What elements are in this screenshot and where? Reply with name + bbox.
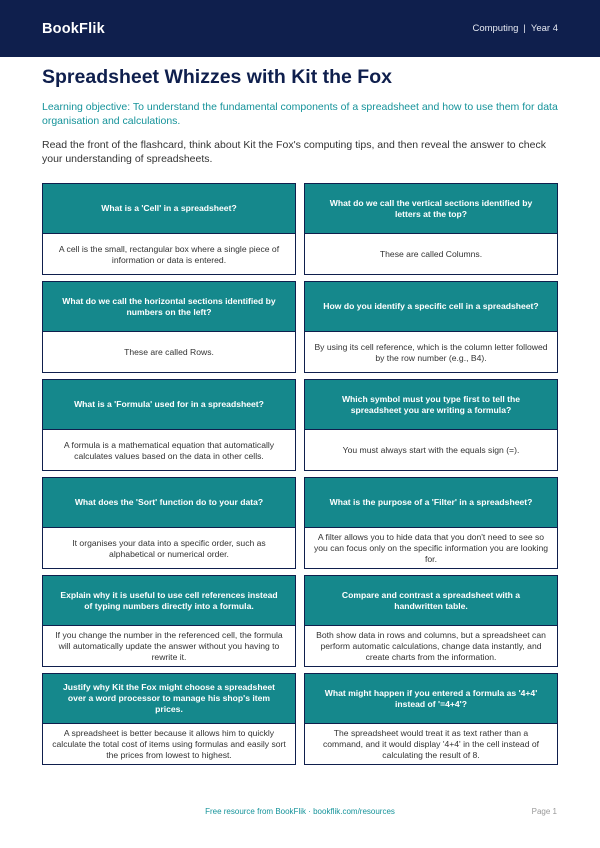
flashcard-front: What do we call the horizontal sections identified by numbers on the left?: [43, 282, 295, 331]
page-number: Page 1: [531, 807, 557, 816]
flashcard[interactable]: [42, 575, 296, 667]
flashcard-front: How do you identify a specific cell in a spreadsheet?: [305, 282, 557, 331]
flashcard-front: What is the purpose of a 'Filter' in a spreadsheet?: [305, 478, 557, 527]
flashcard-back: A filter allows you to hide data that you don't need to see so you can focus only on the specific information you are looking for.: [305, 527, 557, 569]
brand-logo: BookFlik: [42, 20, 105, 37]
flashcard[interactable]: [42, 183, 296, 275]
flashcard-front: Justify why Kit the Fox might choose a spreadsheet over a word processor to manage his shop's item prices.: [43, 674, 295, 723]
flashcard[interactable]: [42, 379, 296, 471]
flashcard[interactable]: [304, 477, 558, 569]
flashcard-front: Which symbol must you type first to tell the spreadsheet you are writing a formula?: [305, 380, 557, 429]
flashcard[interactable]: [42, 281, 296, 373]
flashcard[interactable]: [304, 379, 558, 471]
flashcard-back: You must always start with the equals sign (=).: [305, 429, 557, 471]
footer-resource-link[interactable]: Free resource from BookFlik · bookflik.com/resources: [205, 807, 395, 816]
flashcard-back: A formula is a mathematical equation that automatically calculates values based on the data in other cells.: [43, 429, 295, 471]
intro-text: Read the front of the flashcard, think about Kit the Fox's computing tips, and then reveal the answer to check your understanding of spreadsheets.: [42, 139, 546, 165]
flashcard-front: What might happen if you entered a formula as '4+4' instead of '=4+4'?: [305, 674, 557, 723]
page-header: [0, 0, 600, 57]
learning-objective: Learning objective: To understand the fundamental components of a spreadsheet and how to use them for data organisation and calculations.: [42, 101, 558, 127]
flashcard-back: These are called Columns.: [305, 233, 557, 275]
flashcard-back: By using its cell reference, which is the column letter followed by the row number (e.g., B4).: [305, 331, 557, 373]
flashcard-front: What do we call the vertical sections identified by letters at the top?: [305, 184, 557, 233]
flashcard-back: It organises your data into a specific order, such as alphabetical or numerical order.: [43, 527, 295, 569]
meta-separator: |: [523, 23, 526, 34]
flashcard-front: What is a 'Formula' used for in a spreadsheet?: [43, 380, 295, 429]
flashcard[interactable]: [304, 673, 558, 765]
year-label: Year 4: [530, 23, 558, 34]
subject-label: Computing: [472, 23, 519, 34]
flashcard[interactable]: [304, 281, 558, 373]
subject-year-label: [472, 23, 558, 34]
flashcard-back: A spreadsheet is better because it allows him to quickly calculate the total cost of items using formulas and easily sort the prices from lowest to highest.: [43, 723, 295, 765]
flashcard-back: Both show data in rows and columns, but a spreadsheet can perform automatic calculations, change data instantly, and create charts from the information.: [305, 625, 557, 667]
flashcard[interactable]: [304, 183, 558, 275]
flashcard-back: If you change the number in the referenced cell, the formula will automatically update the answer without you having to rewrite it.: [43, 625, 295, 667]
flashcard-front: What does the 'Sort' function do to your data?: [43, 478, 295, 527]
flashcard[interactable]: [42, 673, 296, 765]
page-title: Spreadsheet Whizzes with Kit the Fox: [42, 66, 392, 88]
flashcard-back: These are called Rows.: [43, 331, 295, 373]
flashcard-back: The spreadsheet would treat it as text rather than a command, and it would display '4+4' in the cell instead of calculating the result of 8.: [305, 723, 557, 765]
flashcard[interactable]: [42, 477, 296, 569]
flashcard[interactable]: [304, 575, 558, 667]
flashcard-front: Explain why it is useful to use cell references instead of typing numbers directly into a formula.: [43, 576, 295, 625]
flashcard-front: Compare and contrast a spreadsheet with a handwritten table.: [305, 576, 557, 625]
flashcard-back: A cell is the small, rectangular box where a single piece of information or data is entered.: [43, 233, 295, 275]
flashcard-front: What is a 'Cell' in a spreadsheet?: [43, 184, 295, 233]
